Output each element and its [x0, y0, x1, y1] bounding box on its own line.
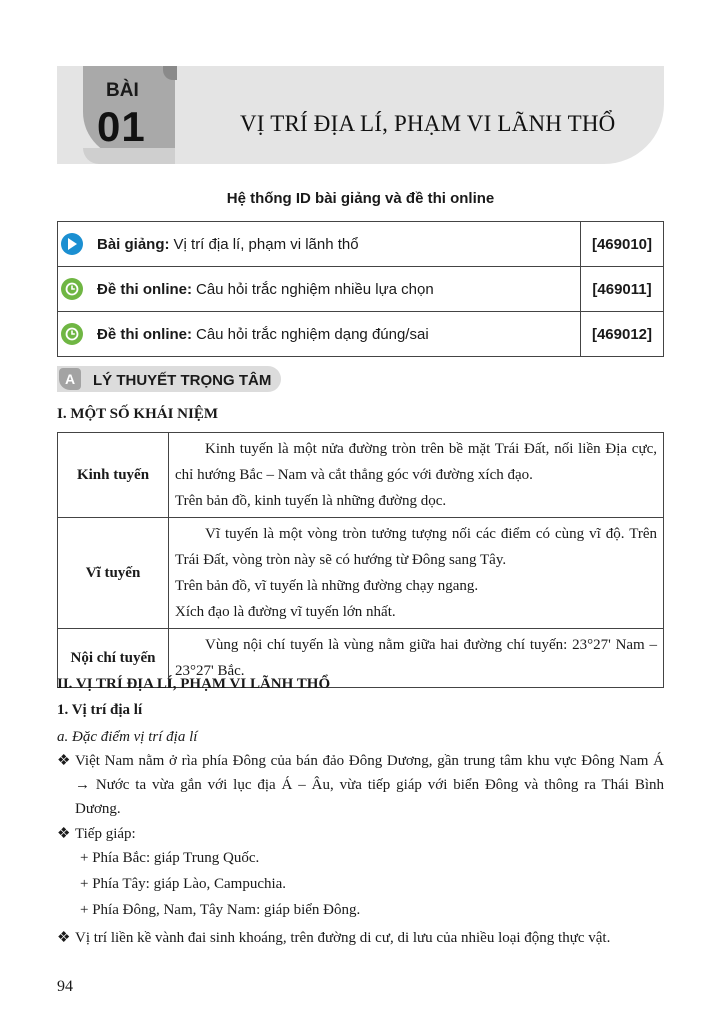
table-row — [58, 518, 664, 629]
concept-definition — [169, 433, 664, 518]
sub-item: + Phía Đông, Nam, Tây Nam: giáp biển Đông. — [80, 902, 361, 918]
concept-definition — [169, 518, 664, 629]
concept-term: Kinh tuyến — [58, 433, 169, 518]
definition-line: Trên bản đồ, vĩ tuyến là những đường chạy ngang. — [175, 578, 479, 594]
sub-item: + Phía Tây: giáp Lào, Campuchia. — [80, 876, 287, 892]
concept-table — [57, 432, 664, 688]
diamond-bullet-icon: ❖ — [57, 753, 71, 769]
subheading-features: a. Đặc điểm vị trí địa lí — [57, 729, 198, 745]
resource-text[interactable]: Vị trí địa lí, phạm vi lãnh thổ — [173, 235, 359, 253]
definition-line: Vùng nội chí tuyến là vùng nằm giữa hai đường chí tuyến: 23°27' Nam – 23°27' Bắc. — [175, 637, 657, 679]
heading-location: II. VỊ TRÍ ĐỊA LÍ, PHẠM VI LÃNH THỔ — [57, 676, 331, 692]
definition-line: Xích đạo là đường vĩ tuyến lớn nhất. — [175, 604, 396, 620]
lesson-label: BÀI — [106, 80, 139, 101]
resource-table — [57, 221, 664, 357]
sub-item: + Phía Bắc: giáp Trung Quốc. — [80, 850, 260, 866]
heading-concepts: I. MỘT SỐ KHÁI NIỆM — [57, 406, 218, 422]
definition-line: Trên bản đồ, kinh tuyến là những đường dọc. — [175, 493, 447, 509]
lesson-title: VỊ TRÍ ĐỊA LÍ, PHẠM VI LÃNH THỔ — [240, 111, 616, 136]
diamond-bullet-icon: ❖ — [57, 930, 71, 946]
concept-term: Nội chí tuyến — [58, 629, 169, 688]
resource-row[interactable] — [58, 312, 664, 357]
resource-text[interactable]: Câu hỏi trắc nghiệm dạng đúng/sai — [196, 325, 429, 343]
resource-code: [469010] — [581, 222, 664, 267]
resource-label: Bài giảng: — [97, 235, 170, 253]
list-item — [57, 749, 664, 821]
bullet-text: Tiếp giáp: — [75, 826, 136, 842]
bullet-text: Việt Nam nằm ở rìa phía Đông của bán đảo Đông Dương, gần trung tâm khu vực Đông Nam Á → Nước ta vừa gắn với lục địa Á – Âu, vừa tiếp giáp với biển Đông và thông ra Thái Bình Dương. — [75, 753, 664, 817]
heading-geo-position: 1. Vị trí địa lí — [57, 702, 143, 718]
bullet-text: Vị trí liền kề vành đai sinh khoáng, trên đường di cư, di lưu của nhiều loại động thực vật. — [75, 930, 611, 946]
resource-code: [469012] — [581, 312, 664, 357]
resource-label: Đề thi online: — [97, 325, 192, 343]
section-a-letter: A — [59, 368, 81, 390]
resource-label: Đề thi online: — [97, 280, 192, 298]
section-a-title: LÝ THUYẾT TRỌNG TÂM — [93, 372, 272, 389]
diamond-bullet-icon: ❖ — [57, 826, 71, 842]
resource-code: [469011] — [581, 267, 664, 312]
concept-term: Vĩ tuyến — [58, 518, 169, 629]
resource-row[interactable] — [58, 267, 664, 312]
definition-line: Vĩ tuyến là một vòng tròn tưởng tượng nối các điểm có cùng vĩ độ. Trên Trái Đất, vòng tròn này sẽ có hướng từ Đông sang Tây. — [175, 526, 657, 568]
table-row — [58, 433, 664, 518]
online-heading: Hệ thống ID bài giảng và đề thi online — [226, 190, 495, 207]
lesson-number: 01 — [97, 103, 146, 150]
page-number: 94 — [57, 978, 73, 995]
resource-row[interactable] — [58, 222, 664, 267]
list-item — [57, 926, 664, 950]
resource-text[interactable]: Câu hỏi trắc nghiệm nhiều lựa chọn — [196, 280, 434, 298]
clock-icon[interactable] — [61, 278, 83, 300]
list-item — [57, 822, 664, 846]
play-icon[interactable] — [61, 233, 83, 255]
definition-line: Kinh tuyến là một nửa đường tròn trên bề mặt Trái Đất, nối liền Địa cực, chỉ hướng Bắc – Nam và cắt thẳng góc với đường xích đạo. — [175, 441, 657, 483]
clock-icon[interactable] — [61, 323, 83, 345]
